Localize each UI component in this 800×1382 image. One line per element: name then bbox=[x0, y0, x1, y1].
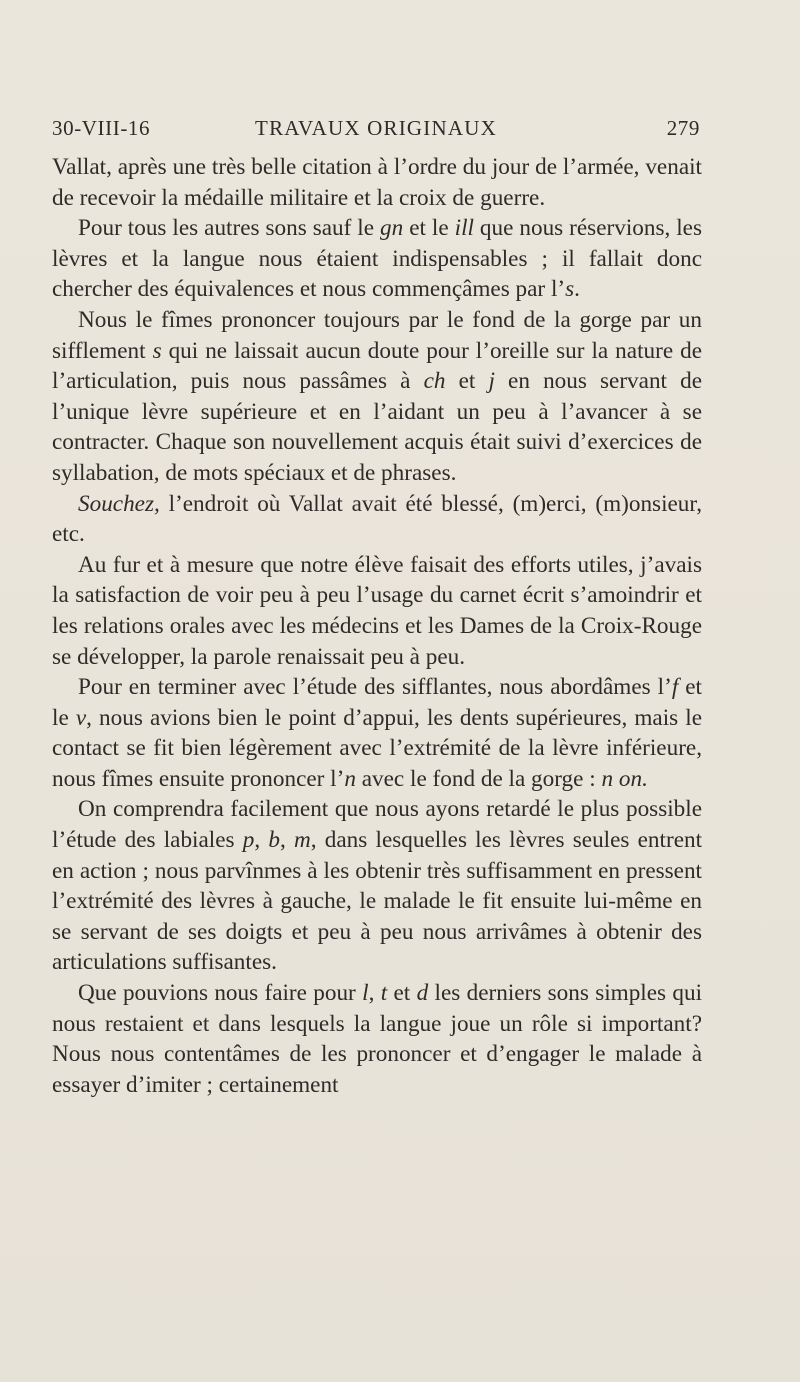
text-run: et le bbox=[52, 674, 703, 731]
text-run: que nous réservions, les lèvres et la langue nous étaient indispensables ; il fallait donc chercher des équivalences et nous commençâmes par l’ bbox=[52, 215, 702, 303]
paragraph-3 bbox=[52, 305, 702, 489]
italic-run: ch bbox=[423, 368, 446, 395]
italic-run: b bbox=[268, 827, 280, 854]
text-run: les derniers sons simples qui nous restaient et dans lesquels la langue joue un rôle si important? Nous nous contentâmes de les prononcer et d’engager le malade à essayer d’imiter ; certainement bbox=[52, 980, 703, 1098]
text-run: Vallat, après une très belle citation à l’ordre du jour de l’armée, venait de recevoir la médaille militaire et la croix de guerre. bbox=[52, 154, 702, 211]
header-page-number: 279 bbox=[666, 116, 700, 140]
paragraph-2 bbox=[52, 213, 702, 305]
text-run: en nous servant de l’unique lèvre supérieure et en l’aidant un peu à l’avancer à se contracter. Chaque son nouvellement acquis était suivi d’exercices de syllabation, de mots spéciaux et de phrases. bbox=[52, 368, 702, 486]
text-run: , bbox=[368, 980, 381, 1007]
header-date: 30-VIII-16 bbox=[52, 116, 151, 140]
italic-run: n bbox=[344, 765, 356, 792]
paragraph-4 bbox=[52, 489, 702, 550]
paragraph-5 bbox=[52, 550, 702, 672]
text-run: Nous le fîmes prononcer toujours par le fond de la gorge par un sifflement bbox=[52, 306, 702, 364]
text-run: On comprendra facilement que nous ayons retardé le plus possible l’étude des labiales bbox=[52, 796, 702, 854]
text-run: et bbox=[445, 368, 489, 395]
italic-run: d bbox=[416, 980, 429, 1007]
italic-run: l bbox=[362, 980, 369, 1007]
italic-run: v bbox=[75, 704, 87, 731]
italic-run: Souchez, bbox=[78, 490, 160, 517]
text-run: Que pouvions nous faire pour bbox=[78, 980, 363, 1007]
paragraph-6 bbox=[52, 672, 702, 794]
paragraph-7 bbox=[52, 794, 702, 978]
running-header bbox=[52, 116, 700, 146]
italic-run: n on. bbox=[601, 765, 648, 792]
italic-run: j bbox=[488, 368, 495, 395]
text-run: , bbox=[280, 827, 295, 854]
paragraph-8 bbox=[52, 978, 702, 1100]
text-run: , nous avions bien le point d’appui, les dents supérieures, mais le contact se fit bien légèrement avec l’extrémité de la lèvre inférieure, nous fîmes ensuite prononcer l’ bbox=[52, 704, 702, 792]
text-run: qui ne laissait aucun doute pour l’oreille sur la nature de l’articulation, puis nous passâmes à bbox=[52, 337, 702, 395]
text-run: Au fur et à mesure que notre élève faisait des efforts utiles, j’avais la satisfaction de voir peu à peu l’usage du carnet écrit s’amoindrir et les relations orales avec les médecins et les Dames de la Croix-Rouge se développer, la parole renaissait peu à peu. bbox=[52, 551, 702, 670]
italic-run: p bbox=[242, 827, 255, 854]
text-run: Pour en terminer avec l’étude des sifflantes, nous abordâmes l’ bbox=[78, 674, 672, 701]
text-run: l’endroit où Vallat avait été blessé, (m)erci, (m)onsieur, etc. bbox=[52, 490, 702, 548]
paragraph-1 bbox=[52, 152, 702, 213]
text-run: et le bbox=[403, 215, 455, 242]
italic-run: ill bbox=[454, 215, 474, 242]
italic-run: s bbox=[565, 276, 575, 303]
text-run: , dans lesquelles les lèvres seules entrent en action ; nous parvînmes à les obtenir très suffisamment en pressent l’extrémité des lèvres à gauche, le malade le fit ensuite lui-même en se servant de ses doigts et peu à peu nous arrivâmes à obtenir des articulations suffisantes. bbox=[52, 827, 703, 976]
text-run: . bbox=[574, 276, 580, 303]
italic-run: s bbox=[152, 337, 162, 364]
text-run: Pour tous les autres sons sauf le bbox=[78, 215, 381, 242]
text-run: et bbox=[387, 980, 417, 1007]
italic-run: f bbox=[671, 674, 679, 701]
italic-run: m bbox=[294, 827, 311, 854]
italic-run: t bbox=[380, 980, 388, 1007]
italic-run: gn bbox=[380, 215, 404, 242]
header-section-title: TRAVAUX ORIGINAUX bbox=[255, 116, 497, 140]
text-run: avec le fond de la gorge : bbox=[355, 765, 602, 792]
text-run: , bbox=[254, 827, 269, 854]
body-text bbox=[52, 152, 702, 1100]
